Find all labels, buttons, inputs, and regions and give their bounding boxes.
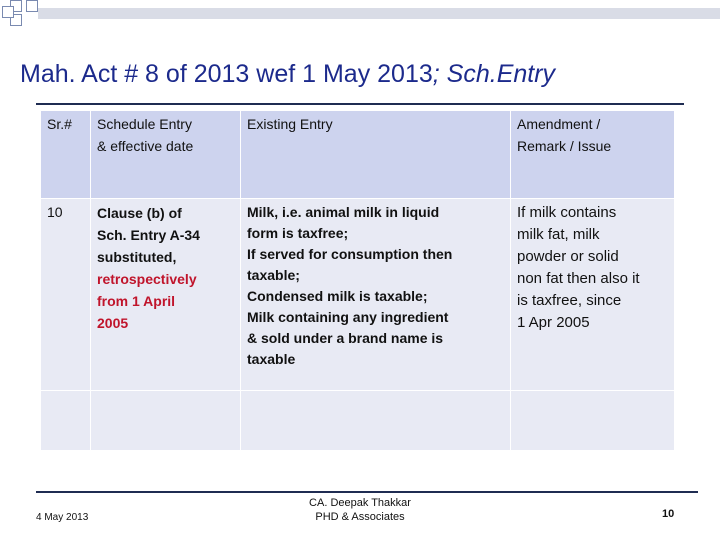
decor-square-2	[26, 0, 38, 12]
title-sep: ;	[432, 60, 440, 88]
slide-title	[20, 60, 555, 89]
footer-date: 4 May 2013	[36, 512, 89, 523]
page-number: 10	[662, 508, 675, 520]
empty-cell	[241, 391, 511, 451]
cell-amendment: If milk contains milk fat, milk powder or solid non fat then also it is taxfree, since 1 Apr 2005	[511, 199, 675, 391]
empty-cell	[91, 391, 241, 451]
empty-cell	[41, 391, 91, 451]
table-row-empty	[41, 391, 675, 451]
title-main: Mah. Act # 8 of 2013 wef 1 May 2013	[20, 60, 433, 88]
cell-schedule: Clause (b) of Sch. Entry A-34 substituted, retrospectively from 1 April 2005	[91, 199, 241, 391]
table-row	[41, 199, 675, 391]
header-schedule: Schedule Entry & effective date	[91, 111, 241, 199]
footer-author-block	[260, 496, 460, 524]
table-header-row	[41, 111, 675, 199]
empty-cell	[511, 391, 675, 451]
footer-firm: PHD & Associates	[315, 511, 405, 523]
top-decor-bar	[38, 8, 720, 19]
cell-sr: 10	[41, 199, 91, 391]
decor-square-4	[2, 6, 14, 18]
header-sr: Sr.#	[41, 111, 91, 199]
title-italic: Sch.Entry	[439, 60, 556, 88]
retrospective-note: retrospectively	[97, 271, 197, 287]
footer-author: CA. Deepak Thakkar	[309, 497, 411, 509]
footer-rule	[36, 491, 698, 493]
cell-existing: Milk, i.e. animal milk in liquid form is taxfree; If served for consumption then taxable; Condensed milk is taxable; Milk containing any ingredient & sold under a brand name is taxable	[241, 199, 511, 391]
schedule-table	[40, 110, 675, 451]
header-existing: Existing Entry	[241, 111, 511, 199]
title-underline	[36, 103, 684, 105]
header-amendment: Amendment / Remark / Issue	[511, 111, 675, 199]
